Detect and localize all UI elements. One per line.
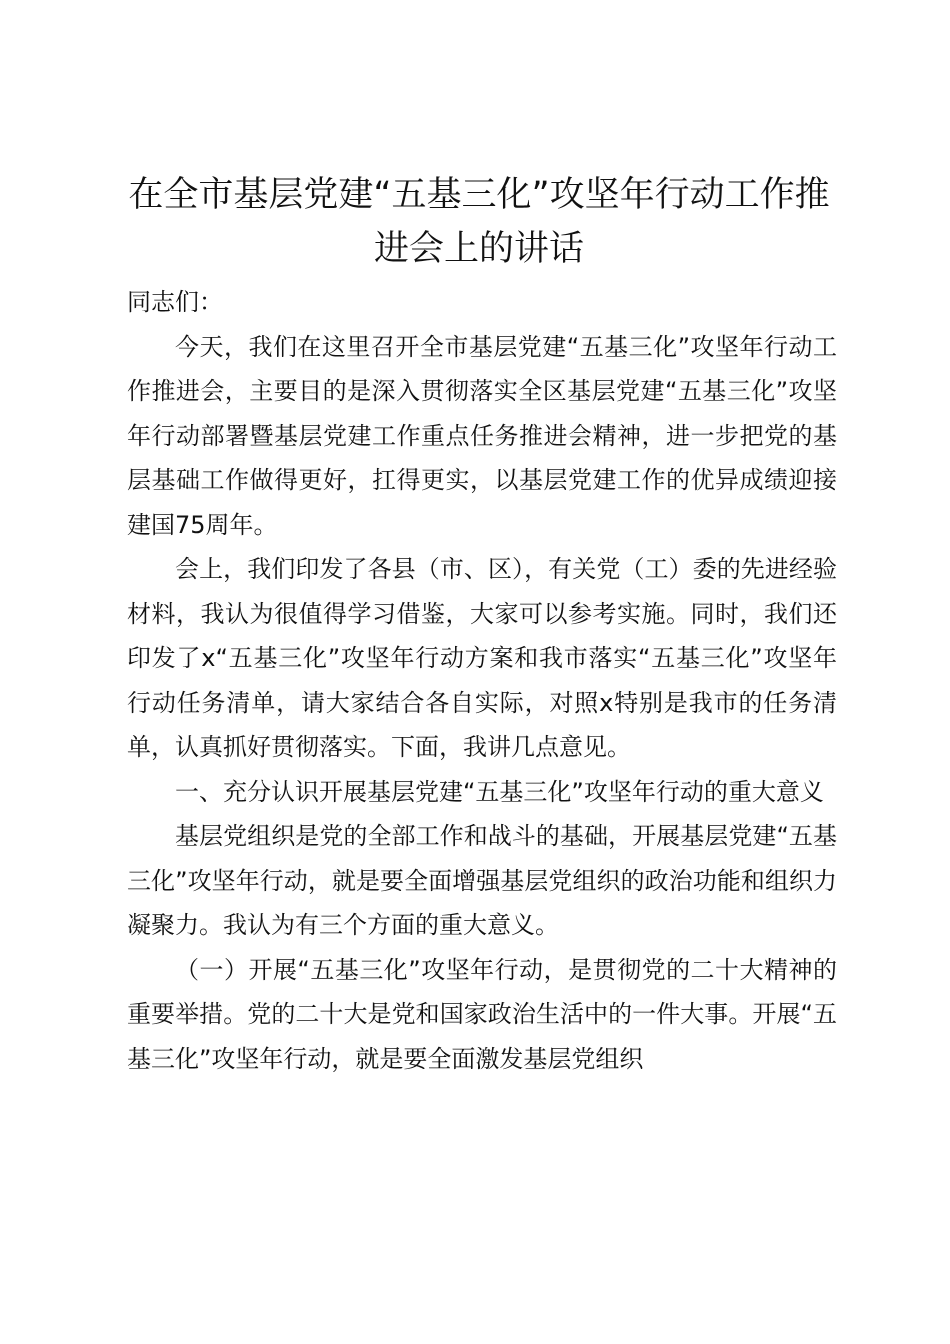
paragraph-significance: 基层党组织是党的全部工作和战斗的基础，开展基层党建“五基三化”攻坚年行动，就是要全面增强基层党组织的政治功能和组织力凝聚力。我认为有三个方面的重大意义。 xyxy=(127,822,837,939)
document-title: 在全市基层党建“五基三化”攻坚年行动工作推进会上的讲话 xyxy=(128,175,830,269)
paragraph-materials: 会上，我们印发了各县（市、区），有关党（工）委的先进经验材料，我认为很值得学习借鉴，大家可以参考实施。同时，我们还印发了x“五基三化”攻坚年行动方案和我市落实“五基三化”攻坚年行动任务清单，请大家结合各自实际，对照x特别是我市的任务清单，认真抓好贯彻落实。下面，我讲几点意见。 xyxy=(127,555,837,761)
salutation: 同志们： xyxy=(127,288,223,316)
document-body xyxy=(127,280,837,1081)
paragraph-opening: 今天，我们在这里召开全市基层党建“五基三化”攻坚年行动工作推进会，主要目的是深入贯彻落实全区基层党建“五基三化”攻坚年行动部署暨基层党建工作重点任务推进会精神，进一步把党的基层基础工作做得更好，扛得更实，以基层党建工作的优异成绩迎接建国75周年。 xyxy=(127,332,837,539)
section-heading-1: 一、充分认识开展基层党建“五基三化”攻坚年行动的重大意义 xyxy=(175,777,824,806)
subsection-1: （一）开展“五基三化”攻坚年行动，是贯彻党的二十大精神的重要举措。党的二十大是党和国家政治生活中的一件大事。开展“五基三化”攻坚年行动，就是要全面激发基层党组织 xyxy=(127,955,837,1073)
